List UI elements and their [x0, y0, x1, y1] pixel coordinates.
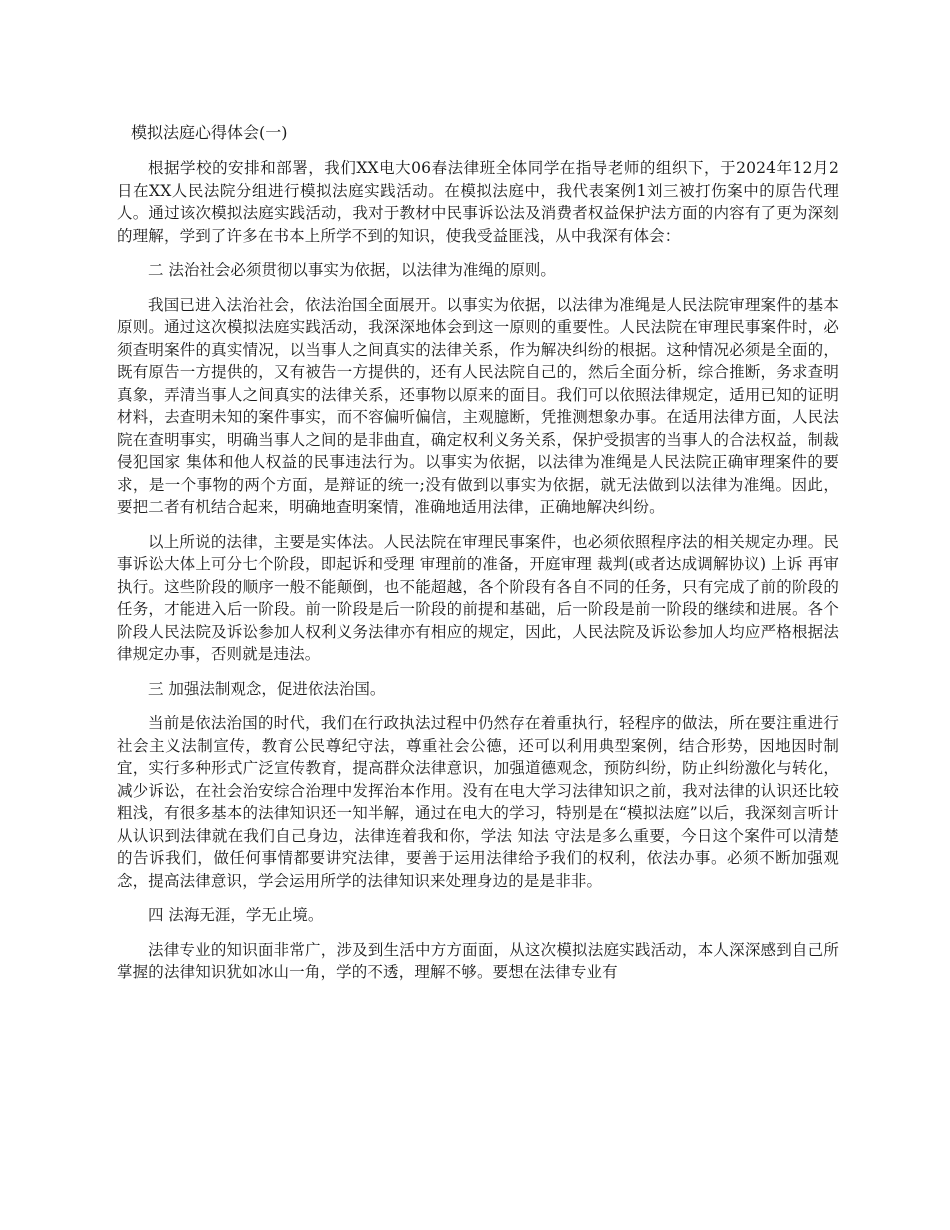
paragraph-intro: 根据学校的安排和部署，我们XX电大06春法律班全体同学在指导老师的组织下，于2024年12月2日在XX人民法院分组进行模拟法庭实践活动。在模拟法庭中，我代表案例1刘三被打伤案中的原告代理人。通过该次模拟法庭实践活动，我对于教材中民事诉讼法及消费者权益保护法方面的内容有了更为深刻的理解，学到了许多在书本上所学不到的知识，使我受益匪浅，从中我深有体会： [117, 159, 839, 245]
paragraph-rule-of-law: 我国已进入法治社会，依法治国全面展开。以事实为依据，以法律为准绳是人民法院审理案件的基本原则。通过这次模拟法庭实践活动，我深深地体会到这一原则的重要性。人民法院在审理民事案件时，必须查明案件的真实情况，以当事人之间真实的法律关系，作为解决纠纷的根据。这种情况必须是全面的，既有原告一方提供的，又有被告一方提供的，还有人民法院自己的，然后全面分析，综合推断，务求查明真象，弄清当事人之间真实的法律关系，还事物以原来的面目。我们可以依照法律规定，适用已知的证明材料，去查明未知的案件事实，而不容偏听偏信，主观臆断，凭推测想象办事。在适用法律方面，人民法院在查明事实，明确当事人之间的是非曲直，确定权利义务关系，保护受损害的当事人的合法权益，制裁侵犯国家 集体和他人权益的民事违法行为。以事实为依据，以法律为准绳是人民法院正确审理案件的要求，是一个事物的两个方面，是辩证的统一;没有做到以事实为依据，就无法做到以法律为准绳。因此，要把二者有机结合起来，明确地查明案情，准确地适用法律，正确地解决纠纷。 [117, 295, 839, 516]
section-heading-4: 四 法海无涯，学无止境。 [148, 906, 324, 924]
paragraph-legal-awareness: 当前是依法治国的时代，我们在行政执法过程中仍然存在着重执行，轻程序的做法，所在要注重进行社会主义法制宣传，教育公民尊纪守法，尊重社会公德，还可以利用典型案例，结合形势，因地因时制宜，实行多种形式广泛宣传教育，提高群众法律意识，加强道德观念，预防纠纷，防止纠纷激化与转化，减少诉讼，在社会治安综合治理中发挥治本作用。没有在电大学习法律知识之前，我对法律的认识还比较粗浅，有很多基本的法律知识还一知半解，通过在电大的学习，特别是在“模拟法庭”以后，我深刻言听计从认识到法律就在我们自己身边，法律连着我和你，学法 知法 守法是多么重要，今日这个案件可以清楚的告诉我们，做任何事情都要讲究法律，要善于运用法律给予我们的权利，依法办事。必须不断加强观念，提高法律意识，学会运用所学的法律知识来处理身边的是是非非。 [117, 714, 839, 890]
section-heading-2: 二 法治社会必须贯彻以事实为依据，以法律为准绳的原则。 [148, 261, 556, 279]
document-page [117, 120, 839, 996]
paragraph-endless-learning: 法律专业的知识面非常广，涉及到生活中方方面面，从这次模拟法庭实践活动，本人深深感到自己所掌握的法律知识犹如冰山一角，学的不透，理解不够。要想在法律专业有 [117, 940, 839, 981]
document-title: 模拟法庭心得体会(一) [131, 123, 288, 142]
section-heading-3: 三 加强法制观念，促进依法治国。 [148, 679, 386, 698]
paragraph-procedural-law: 以上所说的法律，主要是实体法。人民法院在审理民事案件，也必须依照程序法的相关规定办理。民事诉讼大体上可分七个阶段，即起诉和受理 审理前的准备，开庭审理 裁判(或者达成调解协议) 上诉 再审 执行。这些阶段的顺序一般不能颠倒，也不能超越，各个阶段有各自不同的任务，只有完成了前的阶段的任务，才能进入后一阶段。前一阶段是后一阶段的前提和基础，后一阶段是前一阶段的继续和进展。各个阶段人民法院及诉讼参加人权利义务法律亦有相应的规定，因此，人民法院及诉讼参加人均应严格根据法律规定办事，否则就是违法。 [117, 532, 839, 663]
